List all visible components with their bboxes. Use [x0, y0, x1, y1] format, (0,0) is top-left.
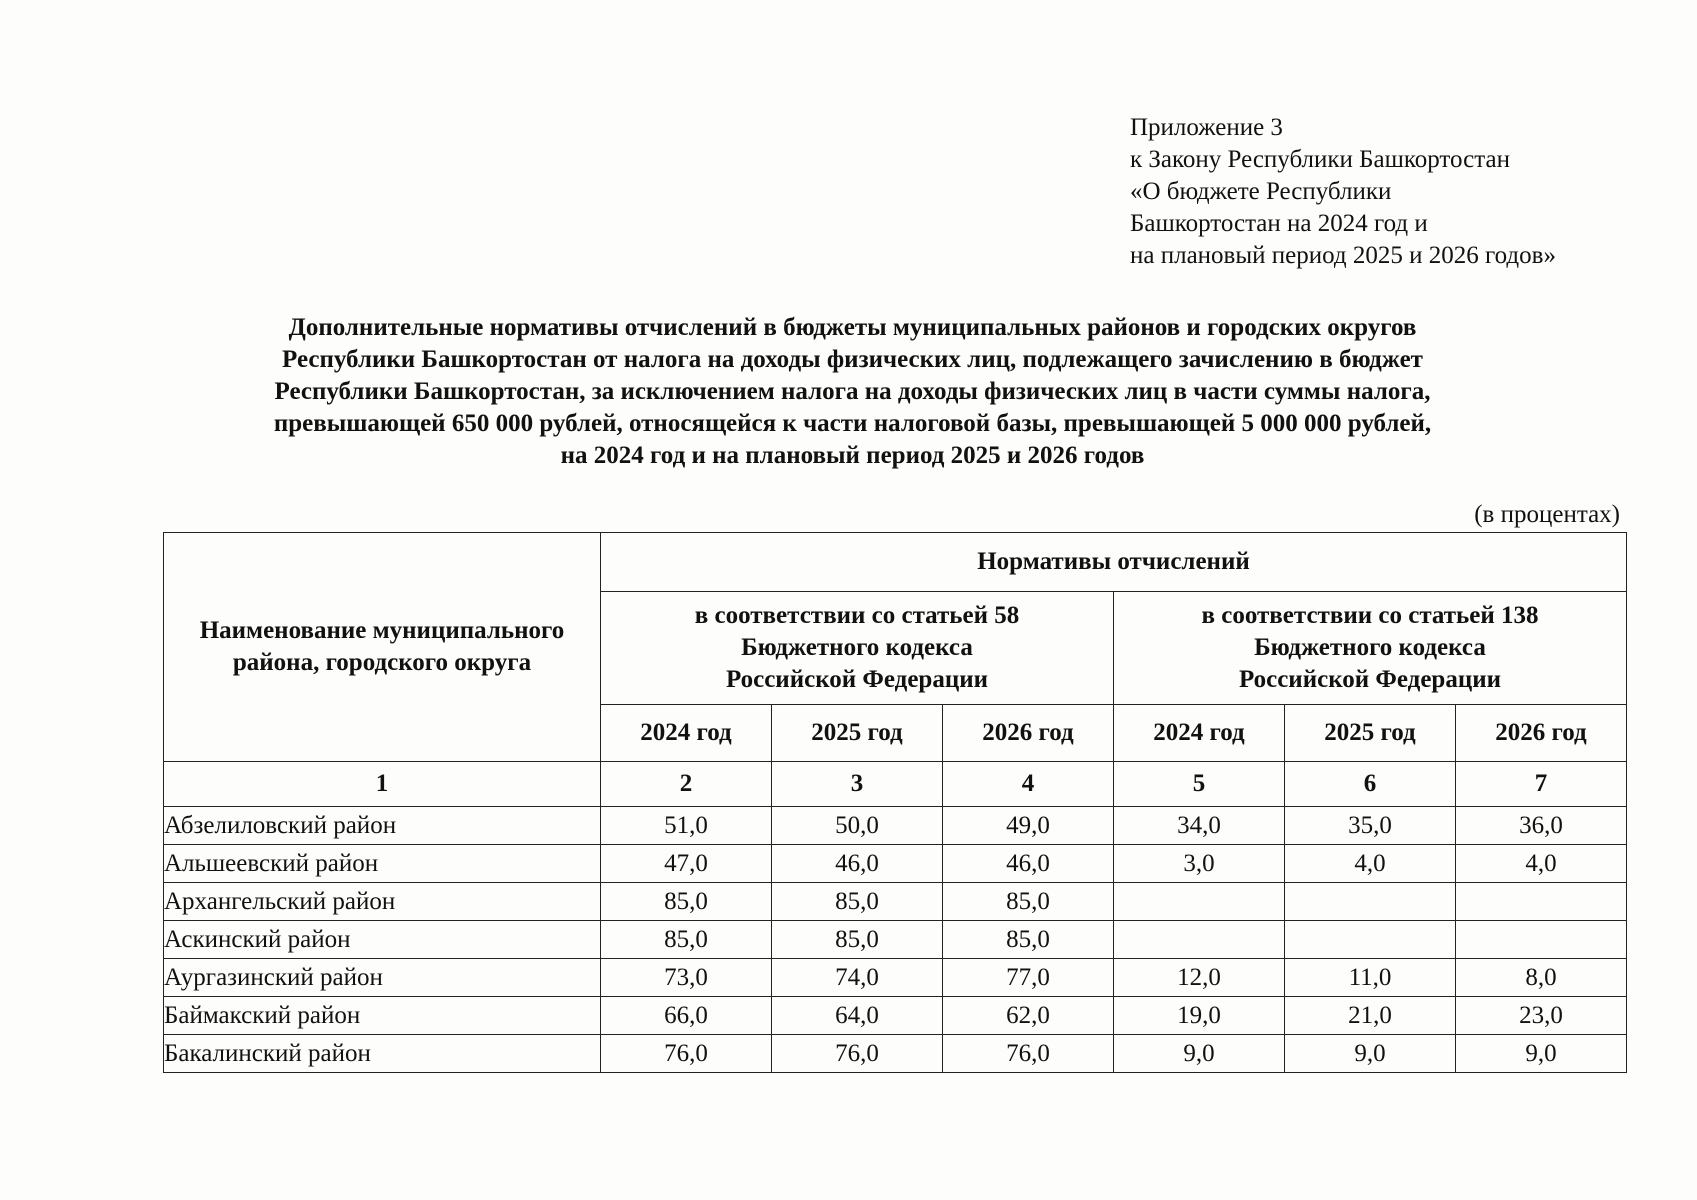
- year-header: 2025 год: [1285, 705, 1456, 762]
- value-cell: 9,0: [1114, 1035, 1285, 1073]
- value-cell: 21,0: [1285, 997, 1456, 1035]
- appendix-block: [1130, 112, 1556, 272]
- table-row: [164, 845, 1627, 883]
- value-cell: 85,0: [943, 921, 1114, 959]
- value-cell: 66,0: [601, 997, 772, 1035]
- value-cell: 23,0: [1456, 997, 1627, 1035]
- value-cell: 85,0: [772, 883, 943, 921]
- district-name: Архангельский район: [164, 883, 601, 921]
- table-row: [164, 959, 1627, 997]
- value-cell: 76,0: [601, 1035, 772, 1073]
- title-line: Республики Башкортостан, за исключением налога на доходы физических лиц в части суммы налога,: [274, 378, 1431, 405]
- title-line: превышающей 650 000 рублей, относящейся к части налоговой базы, превышающей 5 000 000 рублей,: [273, 410, 1432, 437]
- subgroup-header-art138: в соответствии со статьей 138 Бюджетного кодекса Российской Федерации: [1114, 592, 1627, 705]
- name-column-header: Наименование муниципального района, городского округа: [164, 533, 601, 762]
- value-cell: 85,0: [943, 883, 1114, 921]
- year-header: 2026 год: [1456, 705, 1627, 762]
- value-cell: 46,0: [943, 845, 1114, 883]
- value-cell: 73,0: [601, 959, 772, 997]
- value-cell: 19,0: [1114, 997, 1285, 1035]
- value-cell: [1456, 883, 1627, 921]
- appendix-line: «О бюджете Республики: [1130, 178, 1392, 205]
- unit-note: (в процентах): [1474, 501, 1620, 528]
- value-cell: 85,0: [772, 921, 943, 959]
- value-cell: 51,0: [601, 807, 772, 845]
- year-header: 2026 год: [943, 705, 1114, 762]
- district-name: Аургазинский район: [164, 959, 601, 997]
- table-row: [164, 883, 1627, 921]
- value-cell: 49,0: [943, 807, 1114, 845]
- appendix-line: Башкортостан на 2024 год и: [1130, 210, 1428, 237]
- value-cell: 62,0: [943, 997, 1114, 1035]
- year-header: 2025 год: [772, 705, 943, 762]
- appendix-line: Приложение 3: [1130, 114, 1283, 141]
- title-line: Дополнительные нормативы отчислений в бюджеты муниципальных районов и городских округов: [288, 314, 1417, 341]
- value-cell: 46,0: [772, 845, 943, 883]
- column-number: 3: [772, 762, 943, 807]
- column-number: 5: [1114, 762, 1285, 807]
- value-cell: 9,0: [1285, 1035, 1456, 1073]
- value-cell: 8,0: [1456, 959, 1627, 997]
- appendix-line: к Закону Республики Башкортостан: [1130, 146, 1510, 173]
- column-number: 2: [601, 762, 772, 807]
- value-cell: 76,0: [772, 1035, 943, 1073]
- subgroup-header-art58: в соответствии со статьей 58 Бюджетного кодекса Российской Федерации: [601, 592, 1114, 705]
- column-number: 4: [943, 762, 1114, 807]
- value-cell: 85,0: [601, 921, 772, 959]
- year-header: 2024 год: [601, 705, 772, 762]
- year-header: 2024 год: [1114, 705, 1285, 762]
- value-cell: [1285, 883, 1456, 921]
- value-cell: 77,0: [943, 959, 1114, 997]
- value-cell: 35,0: [1285, 807, 1456, 845]
- value-cell: [1285, 921, 1456, 959]
- table-row: [164, 997, 1627, 1035]
- value-cell: 9,0: [1456, 1035, 1627, 1073]
- table-row: [164, 921, 1627, 959]
- value-cell: 12,0: [1114, 959, 1285, 997]
- district-name: Альшеевский район: [164, 845, 601, 883]
- table-row: [164, 1035, 1627, 1073]
- column-number: 1: [164, 762, 601, 807]
- value-cell: 11,0: [1285, 959, 1456, 997]
- title-line: Республики Башкортостан от налога на доходы физических лиц, подлежащего зачислению в бюджет: [282, 346, 1423, 373]
- value-cell: [1456, 921, 1627, 959]
- district-name: Аскинский район: [164, 921, 601, 959]
- document-title: [160, 312, 1545, 472]
- column-number: 6: [1285, 762, 1456, 807]
- value-cell: 4,0: [1456, 845, 1627, 883]
- district-name: Баймакский район: [164, 997, 601, 1035]
- district-name: Абзелиловский район: [164, 807, 601, 845]
- value-cell: 34,0: [1114, 807, 1285, 845]
- value-cell: 76,0: [943, 1035, 1114, 1073]
- value-cell: 47,0: [601, 845, 772, 883]
- table-row: [164, 807, 1627, 845]
- value-cell: 74,0: [772, 959, 943, 997]
- value-cell: 4,0: [1285, 845, 1456, 883]
- value-cell: 50,0: [772, 807, 943, 845]
- value-cell: 3,0: [1114, 845, 1285, 883]
- group-header: Нормативы отчислений: [601, 533, 1627, 592]
- district-name: Бакалинский район: [164, 1035, 601, 1073]
- title-line: на 2024 год и на плановый период 2025 и 2026 годов: [560, 442, 1145, 469]
- appendix-line: на плановый период 2025 и 2026 годов»: [1130, 242, 1556, 269]
- value-cell: 85,0: [601, 883, 772, 921]
- value-cell: [1114, 883, 1285, 921]
- column-number: 7: [1456, 762, 1627, 807]
- value-cell: 64,0: [772, 997, 943, 1035]
- value-cell: [1114, 921, 1285, 959]
- norms-table: [163, 532, 1627, 1073]
- value-cell: 36,0: [1456, 807, 1627, 845]
